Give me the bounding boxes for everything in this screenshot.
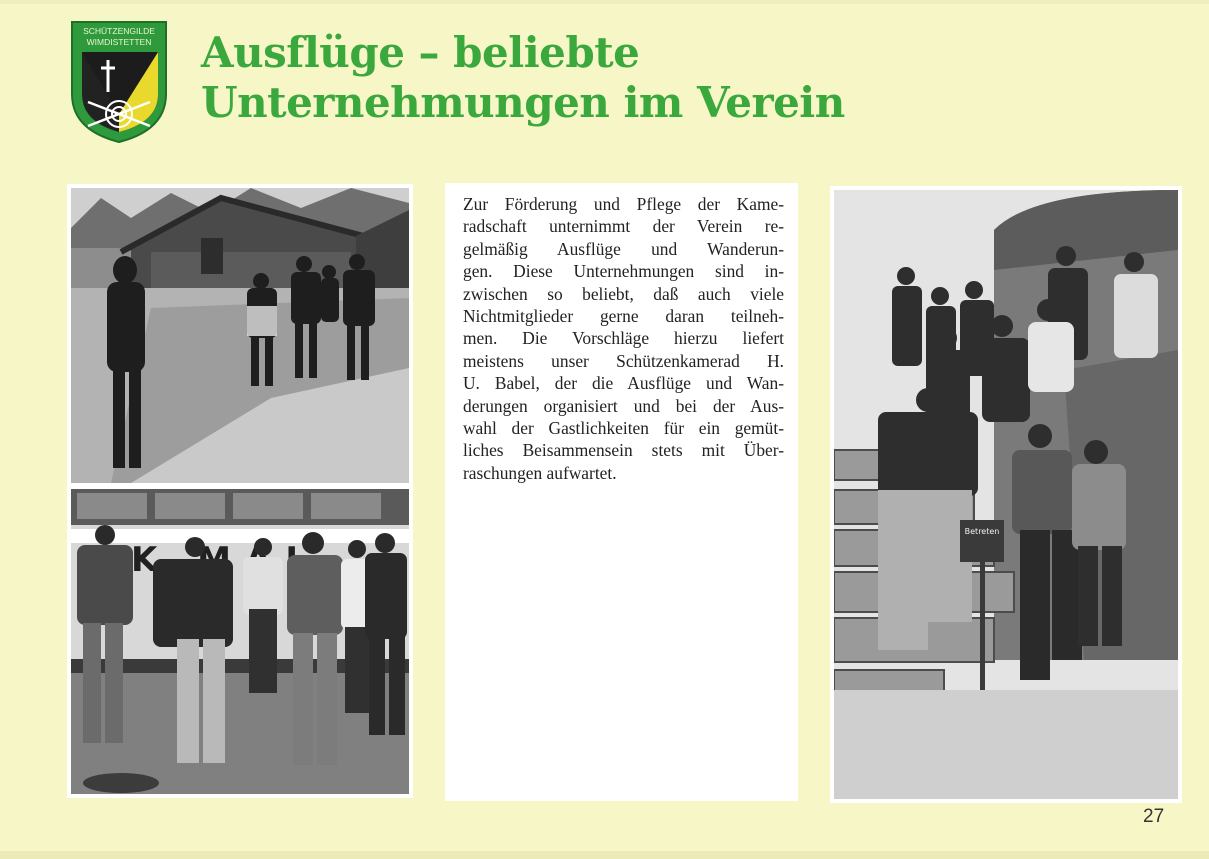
photo-hikers-mountain-hut [67,184,413,487]
page-number: 27 [1143,806,1165,827]
photo-group-at-bus [67,485,413,798]
body-line-10: derungen organisiert und bei der Aus- [463,395,784,416]
bus-lettering: K [131,540,172,580]
page-title-line-1: Ausflüge – beliebte [201,28,640,77]
article-body [463,193,784,484]
sign-text: Betreten [964,527,1000,536]
photo-group-on-stone-stairs [830,186,1182,803]
body-line-6: Nichtmitglieder gerne daran teilneh- [463,306,784,327]
body-line-8: meistens unser Schützenkamerad H. [463,350,784,371]
body-line-12: liches Beisammensein stets mit Über- [463,440,784,461]
page-title-line-2: Unternehmungen im Verein [201,78,845,127]
body-line-7: men. Die Vorschläge hierzu liefert [463,328,784,349]
body-line-5: zwischen so beliebt, daß auch viele [463,283,784,304]
page-title [201,28,845,128]
page-edge [0,0,1209,4]
body-line-9: U. Babel, der die Ausflüge und Wan- [463,373,784,394]
body-line-13: raschungen aufwartet. [463,462,617,483]
body-line-11: wahl der Gastlichkeiten für ein gemüt- [463,418,784,439]
body-line-3: gelmäßig Ausflüge und Wanderun- [463,238,784,259]
page-edge-bottom [0,851,1209,859]
article-text-panel [445,183,798,801]
club-crest-logo [68,18,170,144]
crest-text-top: SCHÜTZENGILDE [83,26,155,36]
body-line-4: gen. Diese Unternehmungen sind in- [463,261,784,282]
crest-text-bottom: WIMDISTETTEN [86,37,152,47]
body-line-1: Zur Förderung und Pflege der Kame- [463,194,784,214]
body-line-2: radschaft unternimmt der Verein re- [463,216,784,237]
